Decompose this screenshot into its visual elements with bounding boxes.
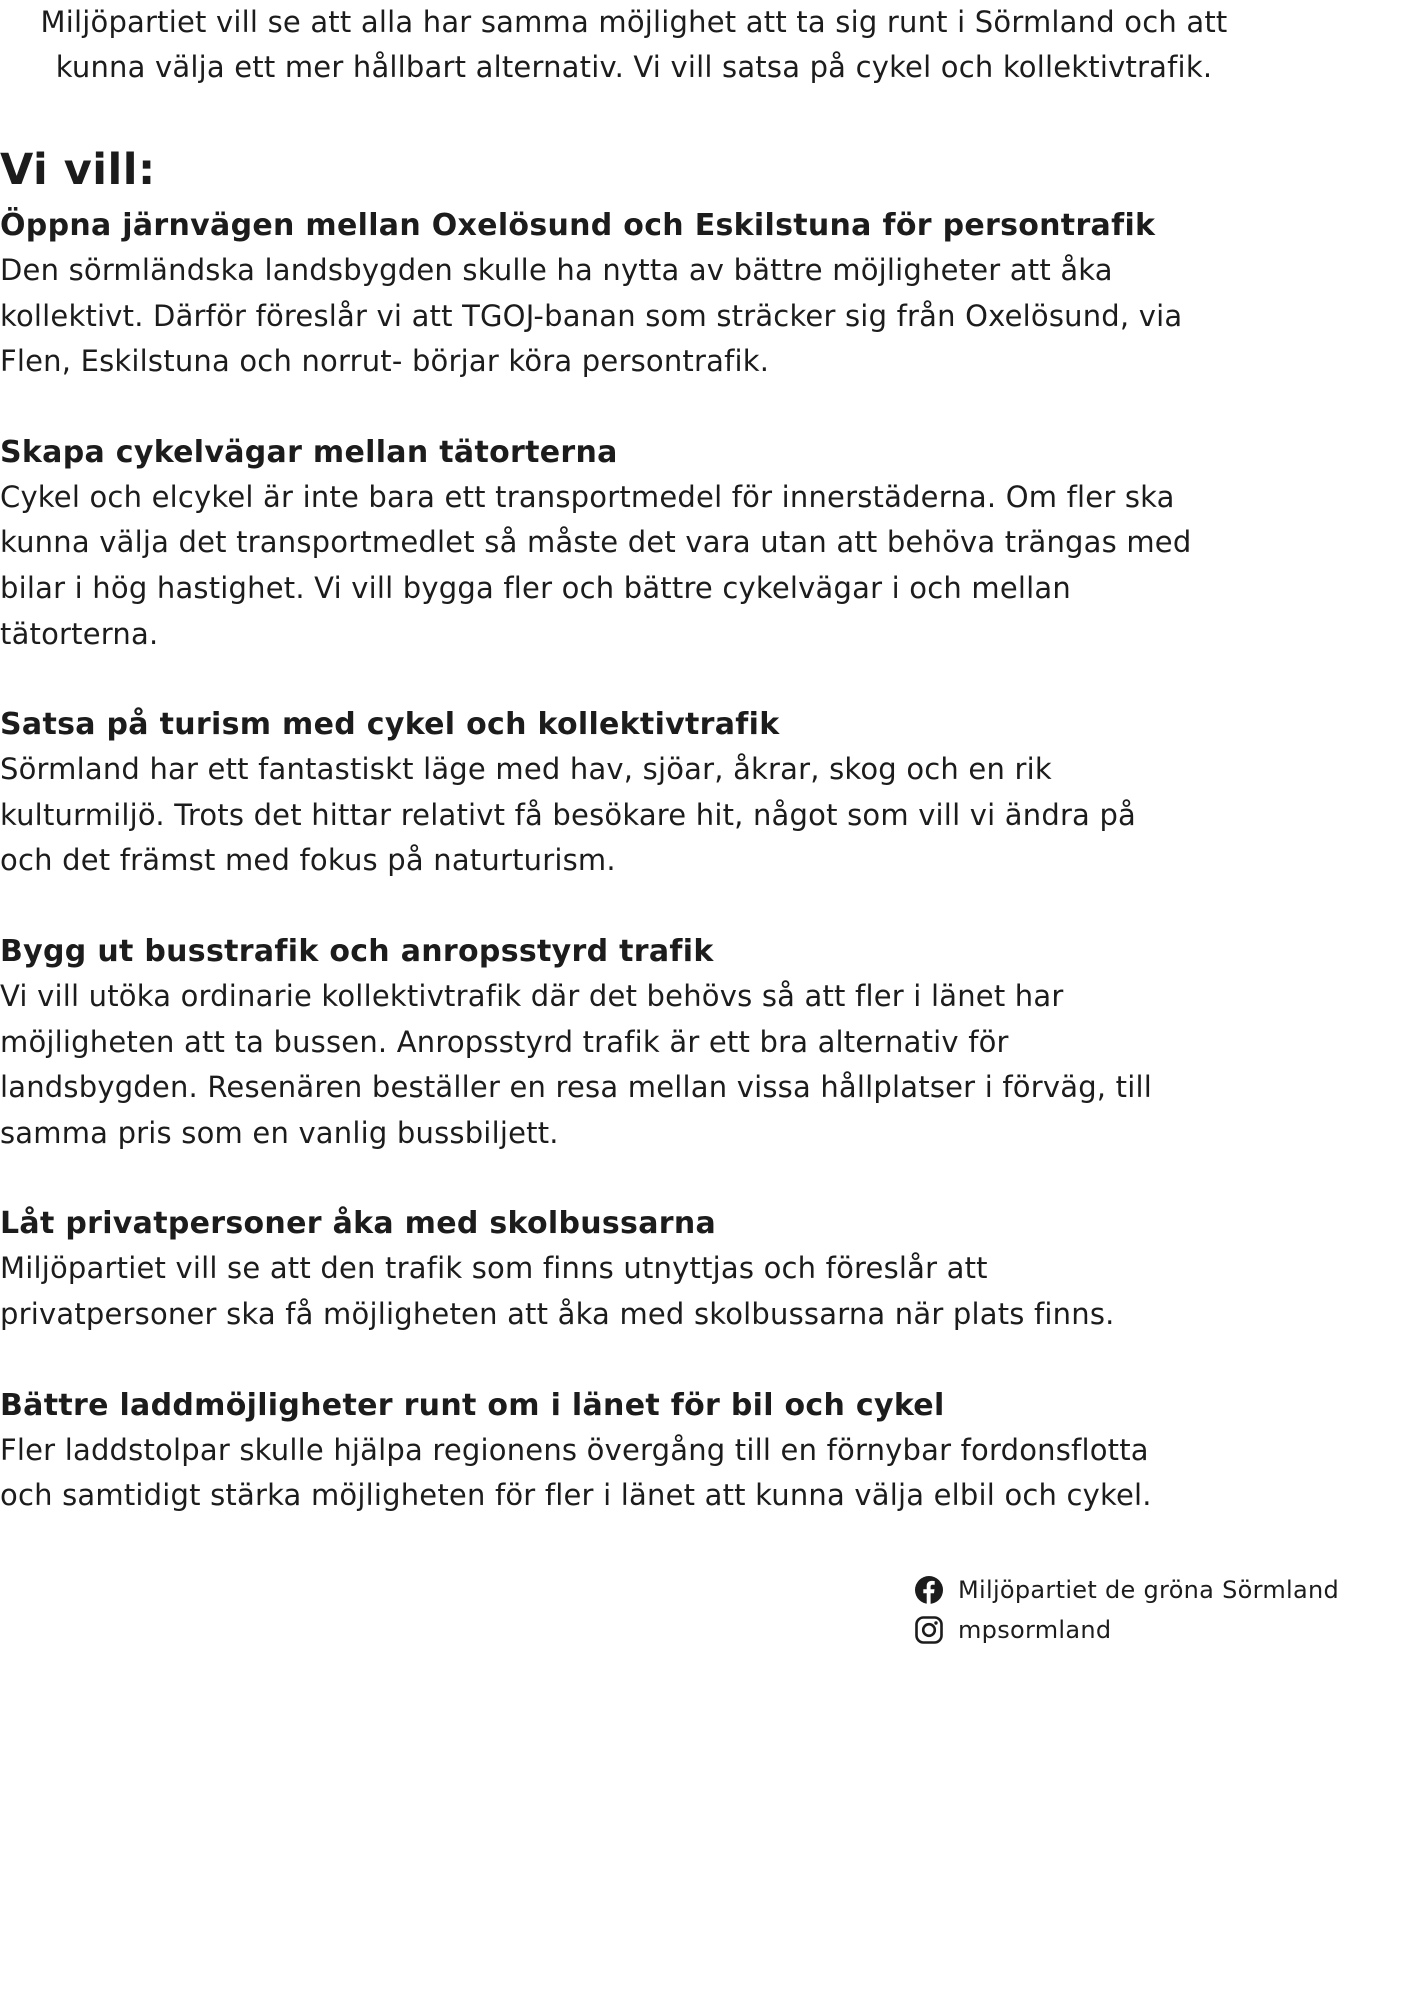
policy-item [0,1383,1300,1519]
body-line: Sörmland har ett fantastiskt läge med hav, sjöar, åkrar, skog och en rik [0,752,1052,787]
body-line: möjligheten att ta bussen. Anropsstyrd trafik är ett bra alternativ för [0,1024,1009,1059]
policy-item [0,929,1300,1156]
policy-title: Öppna järnvägen mellan Oxelösund och Eskilstuna för persontrafik [0,208,1156,243]
policy-item [0,203,1300,385]
policy-title: Bygg ut busstrafik och anropsstyrd trafik [0,933,714,969]
policy-body [0,1246,1300,1337]
body-line: Cykel och elcykel är inte bara ett transportmedel för innerstäderna. Om fler ska [0,479,1175,514]
body-line: tätorterna. [0,616,159,651]
facebook-link[interactable] [914,1570,1339,1610]
policy-body [0,475,1300,657]
intro-line: kunna välja ett mer hållbart alternativ. Vi vill satsa på cykel och kollektivtrafik. [55,50,1213,84]
body-line: kulturmiljö. Trots det hittar relativt få besökare hit, något som vill vi ändra på [0,797,1137,832]
policy-title: Skapa cykelvägar mellan tätorterna [0,434,618,470]
intro-line: Miljöpartiet vill se att alla har samma möjlighet att ta sig runt i Sörmland och att [40,5,1228,39]
policy-body [0,974,1300,1156]
policy-item [0,430,1300,657]
instagram-icon [914,1615,944,1645]
policy-title: Satsa på turism med cykel och kollektivtrafik [0,707,780,743]
instagram-label: mpsormland [958,1616,1112,1644]
policy-item [0,702,1300,884]
body-line: Fler laddstolpar skulle hjälpa regionens övergång till en förnybar fordonsflotta [0,1432,1149,1467]
body-line: bilar i hög hastighet. Vi vill bygga fler och bättre cykelvägar i och mellan [0,570,1071,605]
body-line: landsbygden. Resenären beställer en resa mellan vissa hållplatser i förväg, till [0,1070,1152,1105]
policy-list [0,203,1300,1564]
body-line: privatpersoner ska få möjligheten att åka med skolbussarna när plats finns. [0,1296,1115,1331]
section-heading: Vi vill: [0,145,156,195]
body-line: samma pris som en vanlig bussbiljett. [0,1115,559,1150]
body-line: och samtidigt stärka möjligheten för fler i länet att kunna välja elbil och cykel. [0,1478,1152,1513]
policy-title: Låt privatpersoner åka med skolbussarna [0,1206,717,1242]
instagram-link[interactable] [914,1610,1339,1650]
body-line: Vi vill utöka ordinarie kollektivtrafik där det behövs så att fler i länet har [0,978,1064,1013]
body-line: Den sörmländska landsbygden skulle ha nytta av bättre möjligheter att åka [0,253,1113,287]
policy-item [0,1201,1300,1337]
intro-paragraph [4,0,1264,90]
facebook-icon [914,1575,944,1605]
policy-body [0,248,1300,385]
body-line: och det främst med fokus på naturturism. [0,843,616,878]
policy-body [0,1428,1300,1519]
policy-body [0,747,1300,884]
body-line: kollektivt. Därför föreslår vi att TGOJ-banan som sträcker sig från Oxelösund, via [0,298,1183,333]
body-line: Flen, Eskilstuna och norrut- börjar köra persontrafik. [0,344,770,379]
body-line: Miljöpartiet vill se att den trafik som finns utnyttjas och föreslår att [0,1251,988,1286]
body-line: kunna välja det transportmedlet så måste det vara utan att behöva trängas med [0,525,1192,560]
policy-title: Bättre laddmöjligheter runt om i länet för bil och cykel [0,1387,945,1423]
facebook-label: Miljöpartiet de gröna Sörmland [958,1576,1340,1604]
social-links [914,1570,1339,1650]
